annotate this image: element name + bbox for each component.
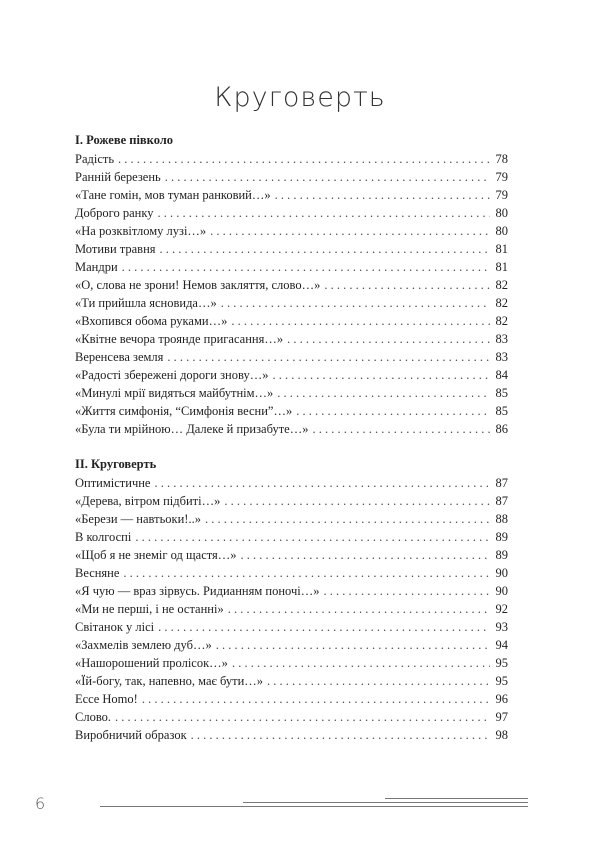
toc-entry	[75, 294, 508, 312]
toc-entry-page: 97	[495, 710, 508, 724]
toc-entry-title: «Їй-богу, так, напевно, має бути…»	[75, 674, 264, 688]
toc-entry-title: Мандри	[75, 260, 118, 274]
toc-entry	[75, 168, 508, 186]
dot-leader	[160, 240, 490, 258]
toc-entry-title: «Дерева, вітром підбиті…»	[75, 494, 221, 508]
toc-entry	[75, 528, 508, 546]
toc-entry	[75, 636, 508, 654]
toc-entry-title: Слово.	[75, 710, 112, 724]
toc-entry	[75, 546, 508, 564]
footer-rule	[243, 802, 528, 803]
toc-entry-page: 81	[495, 260, 508, 274]
toc-entry-title: Ecce Homo!	[75, 692, 138, 706]
dot-leader	[312, 420, 490, 438]
dot-leader	[191, 726, 490, 744]
dot-leader	[231, 312, 490, 330]
toc-entry-page: 95	[495, 674, 508, 688]
toc-entry-page: 85	[495, 386, 508, 400]
toc-entry-page: 90	[495, 566, 508, 580]
toc-entry-title: «Вхопився обома руками…»	[75, 314, 228, 328]
toc-entry-page: 78	[495, 152, 508, 166]
dot-leader	[216, 636, 490, 654]
toc-entry	[75, 690, 508, 708]
toc-entry	[75, 366, 508, 384]
dot-leader	[210, 222, 490, 240]
toc-entry-page: 80	[495, 206, 508, 220]
toc-entry-title: «На розквітлому лузі…»	[75, 224, 207, 238]
toc-entry-page: 94	[495, 638, 508, 652]
toc-entry-page: 84	[495, 368, 508, 382]
dot-leader	[232, 654, 490, 672]
toc-entries	[75, 474, 508, 744]
toc-entry-title: «Нашорошений пролісок…»	[75, 656, 228, 670]
toc-entry-title: «Берези — навтьоки!..»	[75, 512, 201, 526]
toc-entry-page: 79	[495, 188, 508, 202]
toc-entry-title: «Захмелів землею дуб…»	[75, 638, 212, 652]
dot-leader	[323, 582, 490, 600]
dot-leader	[221, 294, 490, 312]
toc-entry-page: 82	[495, 296, 508, 310]
dot-leader	[154, 474, 490, 492]
toc-entry	[75, 150, 508, 168]
toc-entry-title: Доброго ранку	[75, 206, 154, 220]
toc-entry	[75, 330, 508, 348]
toc-entry-title: В колгоспі	[75, 530, 132, 544]
toc-entry	[75, 186, 508, 204]
toc-entry-title: «Щоб я не знеміг од щастя…»	[75, 548, 237, 562]
toc-entry	[75, 510, 508, 528]
toc-entry-page: 86	[495, 422, 508, 436]
toc-entry	[75, 618, 508, 636]
footer-rule	[100, 806, 528, 807]
toc-entry-title: «Квітне вечора троянде пригасання…»	[75, 332, 284, 346]
toc-entry-title: Веренсева земля	[75, 350, 164, 364]
toc-entry-page: 83	[495, 350, 508, 364]
toc-entry	[75, 384, 508, 402]
toc-entry	[75, 654, 508, 672]
toc-entry	[75, 276, 508, 294]
toc-entry-page: 95	[495, 656, 508, 670]
toc-entry	[75, 492, 508, 510]
dot-leader	[167, 348, 490, 366]
toc-entries	[75, 150, 508, 438]
dot-leader	[165, 168, 490, 186]
dot-leader	[205, 510, 490, 528]
toc-entry	[75, 402, 508, 420]
dot-leader	[267, 672, 490, 690]
toc-entry-page: 93	[495, 620, 508, 634]
toc-entry-page: 89	[495, 548, 508, 562]
toc-entry-title: «Була ти мрійною… Далеке й призабуте…»	[75, 422, 309, 436]
dot-leader	[142, 690, 490, 708]
toc-entry-title: Ранній березень	[75, 170, 161, 184]
toc-entry-page: 79	[495, 170, 508, 184]
toc-entry-title: «Тане гомін, мов туман ранковий…»	[75, 188, 271, 202]
toc-section-1	[75, 131, 508, 438]
toc-entry	[75, 582, 508, 600]
dot-leader	[123, 564, 490, 582]
toc-entry-title: «Ми не перші, і не останні»	[75, 602, 224, 616]
toc-entry-title: «Я чую — враз зірвусь. Ридианням поночі…»	[75, 584, 320, 598]
toc-entry-page: 85	[495, 404, 508, 418]
toc-section-2	[75, 455, 508, 744]
page-title: Круговерть	[214, 82, 386, 113]
toc-entry-title: Світанок у лісі	[75, 620, 155, 634]
toc-entry	[75, 600, 508, 618]
toc-entry	[75, 420, 508, 438]
toc-entry-page: 98	[495, 728, 508, 742]
section-heading: II. Круговерть	[75, 457, 157, 471]
toc-entry-title: «Ти прийшла ясновида…»	[75, 296, 217, 310]
toc-entry-page: 88	[495, 512, 508, 526]
dot-leader	[228, 600, 490, 618]
dot-leader	[324, 276, 490, 294]
toc-entry	[75, 240, 508, 258]
toc-entry-page: 96	[495, 692, 508, 706]
toc-entry	[75, 348, 508, 366]
section-heading: I. Рожеве півколо	[75, 133, 174, 147]
toc-entry-page: 92	[495, 602, 508, 616]
toc-entry-title: «Радості збережені дороги знову…»	[75, 368, 269, 382]
toc-entry	[75, 726, 508, 744]
dot-leader	[277, 384, 490, 402]
dot-leader	[118, 150, 490, 168]
toc-entry-title: «О, слова не зрони! Немов закляття, слово…»	[75, 278, 321, 292]
toc-entry	[75, 564, 508, 582]
toc-entry	[75, 204, 508, 222]
footer-rule	[385, 798, 528, 799]
dot-leader	[158, 618, 490, 636]
toc-entry	[75, 258, 508, 276]
toc-entry	[75, 474, 508, 492]
toc-entry-page: 87	[495, 476, 508, 490]
dot-leader	[157, 204, 490, 222]
toc-entry-page: 81	[495, 242, 508, 256]
page-number: 6	[35, 794, 46, 813]
toc-entry-page: 82	[495, 314, 508, 328]
toc-entry-page: 87	[495, 494, 508, 508]
dot-leader	[241, 546, 490, 564]
toc-entry-page: 90	[495, 584, 508, 598]
toc-entry	[75, 708, 508, 726]
toc-entry	[75, 312, 508, 330]
dot-leader	[287, 330, 490, 348]
toc-entry-title: Виробничий образок	[75, 728, 187, 742]
dot-leader	[122, 258, 490, 276]
dot-leader	[135, 528, 490, 546]
toc-entry-title: Весняне	[75, 566, 120, 580]
toc-entry	[75, 222, 508, 240]
dot-leader	[272, 366, 490, 384]
toc-entry-title: Мотиви травня	[75, 242, 156, 256]
toc-entry-page: 89	[495, 530, 508, 544]
toc-entry-page: 82	[495, 278, 508, 292]
dot-leader	[224, 492, 490, 510]
toc-entry-title: Оптимістичне	[75, 476, 151, 490]
toc-entry-title: Радість	[75, 152, 115, 166]
toc-entry-title: «Життя симфонія, “Симфонія весни”…»	[75, 404, 293, 418]
dot-leader	[296, 402, 490, 420]
toc-entry-page: 83	[495, 332, 508, 346]
toc-entry	[75, 672, 508, 690]
dot-leader	[275, 186, 490, 204]
toc-entry-page: 80	[495, 224, 508, 238]
dot-leader	[115, 708, 490, 726]
toc-entry-title: «Минулі мрії видяться майбутнім…»	[75, 386, 274, 400]
